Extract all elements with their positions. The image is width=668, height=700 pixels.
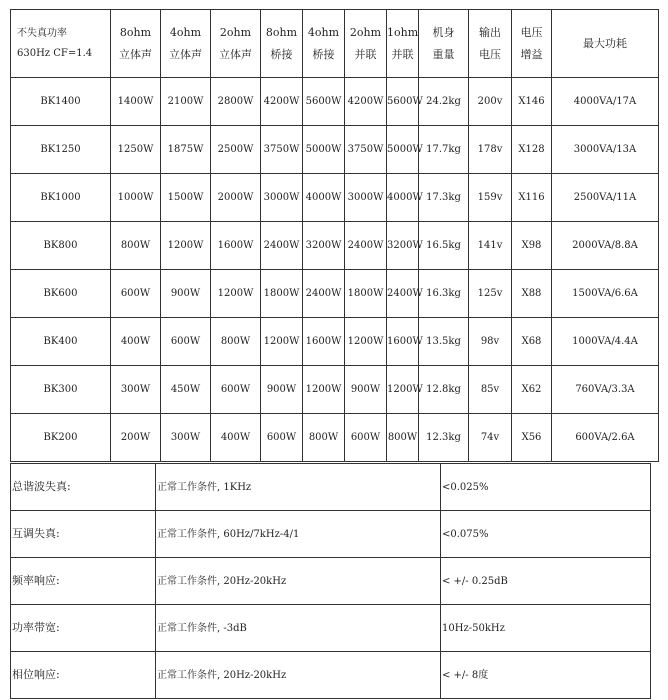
table-cell: 98v [469, 318, 512, 366]
table-cell: 4000VA/17A [552, 78, 659, 126]
table-cell: 800W [211, 318, 261, 366]
table-cell: 141v [469, 222, 512, 270]
table-cell: 300W [161, 414, 211, 462]
header-power-condition [11, 10, 111, 78]
spec-value: 10Hz-50kHz [441, 605, 651, 652]
table-cell: 4200W [345, 78, 387, 126]
table-cell: 5000W [387, 126, 419, 174]
table-cell: 4000W [387, 174, 419, 222]
header-output-voltage: 输出 电压 [469, 10, 512, 78]
table-cell: 1250W [111, 126, 161, 174]
spec-condition: 正常工作条件, 60Hz/7kHz-4/1 [156, 511, 441, 558]
table-cell: 16.3kg [419, 270, 469, 318]
table-cell: 17.7kg [419, 126, 469, 174]
table-cell: 17.3kg [419, 174, 469, 222]
table-cell: 900W [261, 366, 303, 414]
table-cell: 800W [303, 414, 345, 462]
table-cell: 125v [469, 270, 512, 318]
table-cell: 1400W [111, 78, 161, 126]
table-cell: 1500VA/6.6A [552, 270, 659, 318]
table-cell: 2000VA/8.8A [552, 222, 659, 270]
table-cell: X62 [512, 366, 552, 414]
table-cell: 200W [111, 414, 161, 462]
table-row [11, 414, 659, 462]
spec-row [11, 511, 651, 558]
table-cell: 760VA/3.3A [552, 366, 659, 414]
table-cell: 2500W [211, 126, 261, 174]
table-cell: 2000W [211, 174, 261, 222]
model-cell: BK1400 [11, 78, 111, 126]
spec-label: 总谐波失真: [11, 464, 156, 511]
table-cell: 1500W [161, 174, 211, 222]
header-2ohm-stereo: 2ohm 立体声 [211, 10, 261, 78]
table-cell: X98 [512, 222, 552, 270]
header-title-line1: 不失真功率 [17, 27, 67, 39]
table-cell: 1600W [303, 318, 345, 366]
spec-value: <0.025% [441, 464, 651, 511]
spec-label: 频率响应: [11, 558, 156, 605]
table-cell: 3000W [261, 174, 303, 222]
header-8ohm-stereo: 8ohm 立体声 [111, 10, 161, 78]
table-cell: X146 [512, 78, 552, 126]
table-cell: 600W [111, 270, 161, 318]
spec-label: 功率带宽: [11, 605, 156, 652]
table-cell: 1875W [161, 126, 211, 174]
table-row [11, 222, 659, 270]
table-cell: 12.8kg [419, 366, 469, 414]
table-cell: 1200W [161, 222, 211, 270]
table-cell: 4200W [261, 78, 303, 126]
spec-row [11, 464, 651, 511]
table-cell: X68 [512, 318, 552, 366]
table-cell: 1200W [345, 318, 387, 366]
table-cell: 1800W [261, 270, 303, 318]
table-cell: 16.5kg [419, 222, 469, 270]
table-cell: 13.5kg [419, 318, 469, 366]
header-4ohm-bridge: 4ohm 桥接 [303, 10, 345, 78]
header-voltage-gain: 电压 增益 [512, 10, 552, 78]
table-cell: 3000W [345, 174, 387, 222]
table-row [11, 174, 659, 222]
table-cell: 5600W [303, 78, 345, 126]
table-row [11, 78, 659, 126]
header-title-line2: 630Hz CF=1.4 [17, 47, 93, 59]
table-cell: 5000W [303, 126, 345, 174]
table-cell: X88 [512, 270, 552, 318]
table-cell: 900W [345, 366, 387, 414]
table-cell: 3750W [345, 126, 387, 174]
spec-value: < +/- 8度 [441, 652, 651, 699]
table-cell: 1200W [211, 270, 261, 318]
model-cell: BK800 [11, 222, 111, 270]
table-row [11, 318, 659, 366]
spec-table-body [11, 78, 659, 462]
table-cell: 1000W [111, 174, 161, 222]
table-cell: 200v [469, 78, 512, 126]
table-cell: 3200W [303, 222, 345, 270]
amplifier-spec-table [10, 9, 659, 462]
table-cell: 1200W [387, 366, 419, 414]
table-cell: X56 [512, 414, 552, 462]
table-cell: 450W [161, 366, 211, 414]
table-cell: 1800W [345, 270, 387, 318]
spec-row [11, 652, 651, 699]
header-8ohm-bridge: 8ohm 桥接 [261, 10, 303, 78]
table-cell: 3200W [387, 222, 419, 270]
table-row [11, 366, 659, 414]
table-cell: 1000VA/4.4A [552, 318, 659, 366]
spec-row [11, 558, 651, 605]
table-cell: 900W [161, 270, 211, 318]
spec-value: < +/- 0.25dB [441, 558, 651, 605]
table-cell: 159v [469, 174, 512, 222]
table-cell: 600W [261, 414, 303, 462]
table-cell: 600VA/2.6A [552, 414, 659, 462]
model-cell: BK1000 [11, 174, 111, 222]
spec-value: <0.075% [441, 511, 651, 558]
table-header-row [11, 10, 659, 78]
table-cell: 2400W [261, 222, 303, 270]
table-cell: 600W [211, 366, 261, 414]
header-2ohm-parallel: 2ohm 并联 [345, 10, 387, 78]
table-row [11, 126, 659, 174]
table-cell: 3750W [261, 126, 303, 174]
model-cell: BK400 [11, 318, 111, 366]
model-cell: BK300 [11, 366, 111, 414]
table-cell: 74v [469, 414, 512, 462]
table-cell: 12.3kg [419, 414, 469, 462]
table-cell: 1600W [387, 318, 419, 366]
table-cell: 178v [469, 126, 512, 174]
table-cell: X128 [512, 126, 552, 174]
header-1ohm-parallel: 1ohm 并联 [387, 10, 419, 78]
table-cell: 800W [387, 414, 419, 462]
table-cell: 2100W [161, 78, 211, 126]
spec-label: 互调失真: [11, 511, 156, 558]
table-cell: 2400W [303, 270, 345, 318]
model-cell: BK1250 [11, 126, 111, 174]
table-cell: 2800W [211, 78, 261, 126]
spec-condition: 正常工作条件, 1KHz [156, 464, 441, 511]
table-cell: 1200W [303, 366, 345, 414]
spec-row [11, 605, 651, 652]
table-cell: 2400W [345, 222, 387, 270]
table-cell: 24.2kg [419, 78, 469, 126]
header-4ohm-stereo: 4ohm 立体声 [161, 10, 211, 78]
spec-label: 相位响应: [11, 652, 156, 699]
spec-condition: 正常工作条件, 20Hz-20kHz [156, 652, 441, 699]
table-cell: 5600W [387, 78, 419, 126]
performance-table-body [11, 464, 651, 699]
header-weight: 机身 重量 [419, 10, 469, 78]
table-cell: 1200W [261, 318, 303, 366]
table-cell: 600W [161, 318, 211, 366]
table-cell: 4000W [303, 174, 345, 222]
table-cell: X116 [512, 174, 552, 222]
table-cell: 2400W [387, 270, 419, 318]
table-cell: 400W [111, 318, 161, 366]
table-cell: 300W [111, 366, 161, 414]
spec-condition: 正常工作条件, -3dB [156, 605, 441, 652]
model-cell: BK600 [11, 270, 111, 318]
table-cell: 85v [469, 366, 512, 414]
header-max-power: 最大功耗 [552, 10, 659, 78]
table-cell: 400W [211, 414, 261, 462]
table-cell: 600W [345, 414, 387, 462]
spec-condition: 正常工作条件, 20Hz-20kHz [156, 558, 441, 605]
table-cell: 800W [111, 222, 161, 270]
model-cell: BK200 [11, 414, 111, 462]
table-cell: 1600W [211, 222, 261, 270]
table-row [11, 270, 659, 318]
table-cell: 2500VA/11A [552, 174, 659, 222]
table-cell: 3000VA/13A [552, 126, 659, 174]
performance-table [10, 463, 651, 699]
